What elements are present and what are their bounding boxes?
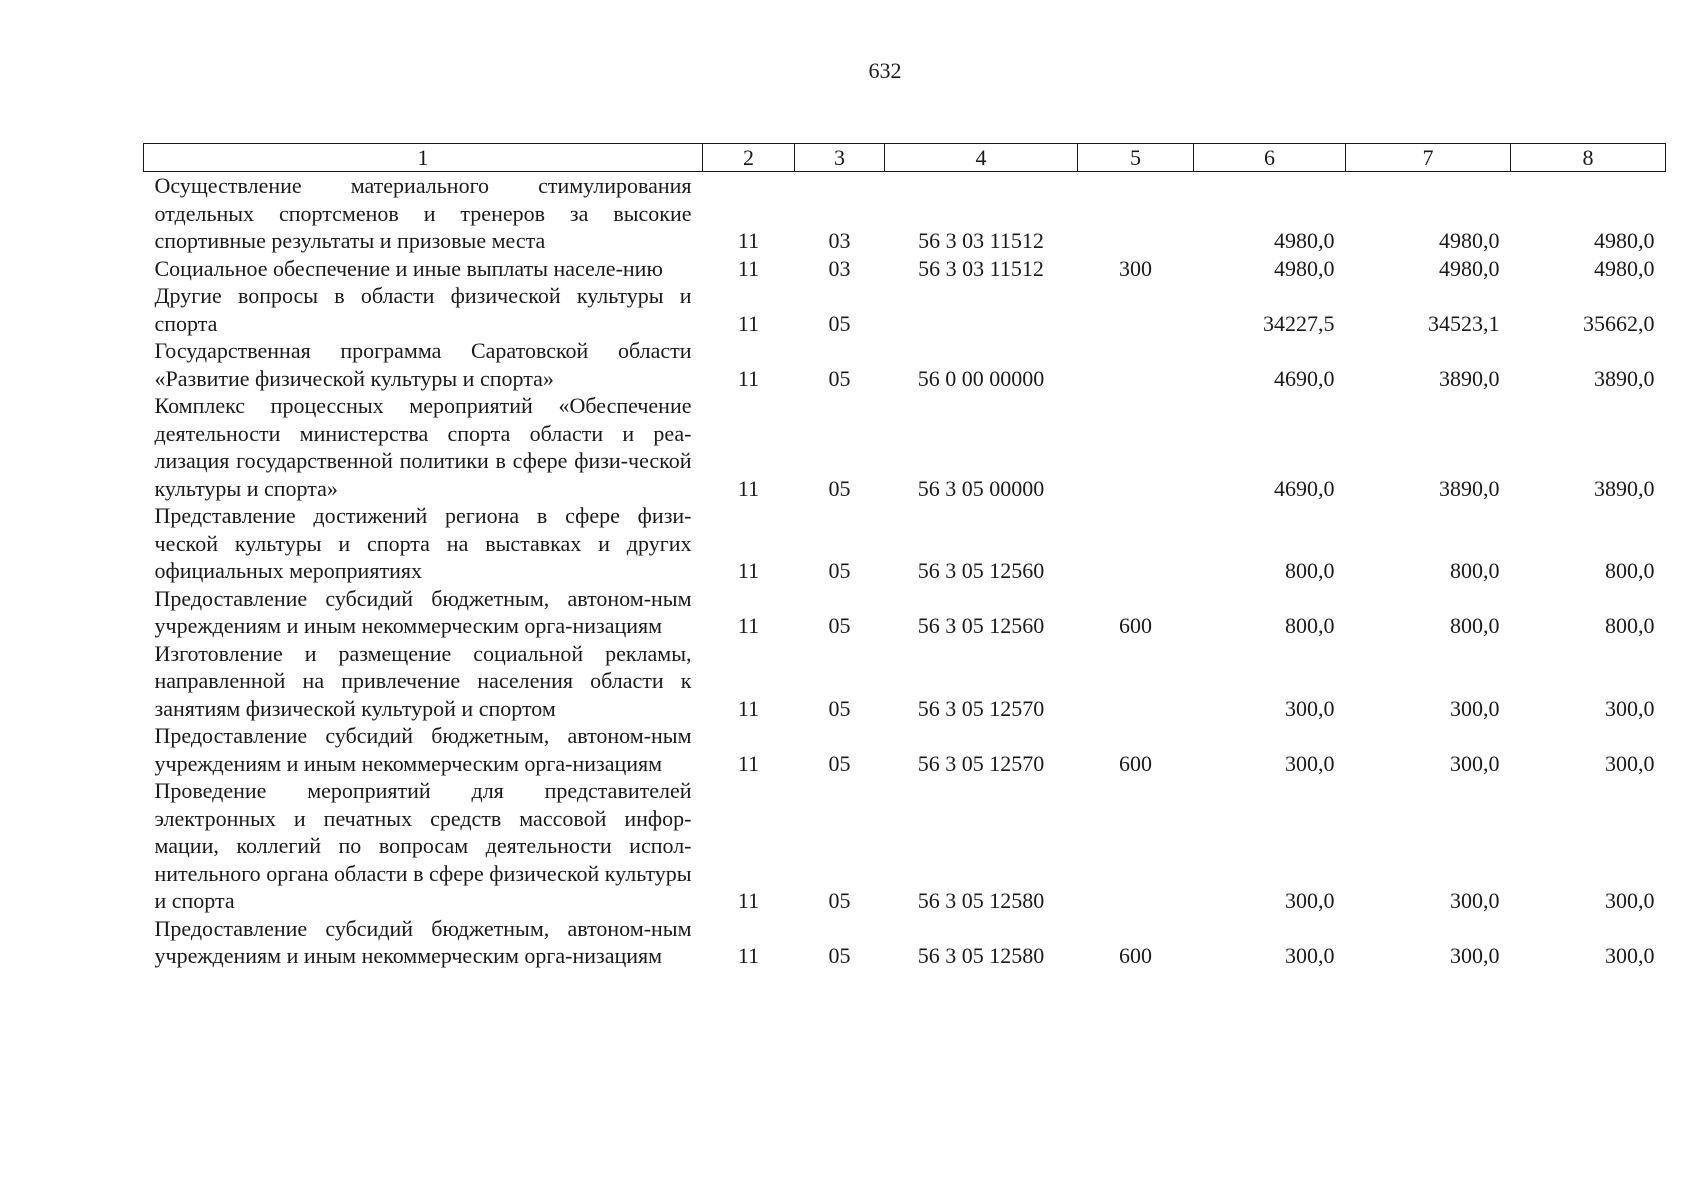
column-header-5: 5 [1078, 144, 1194, 172]
row-subsection: 05 [828, 695, 851, 721]
row-value-year-3: 300,0 [1605, 888, 1655, 913]
row-value-year-3: 300,0 [1605, 750, 1655, 776]
row-target-article: 56 0 00 00000 [917, 365, 1045, 391]
row-value-year-2: 800,0 [1450, 613, 1500, 638]
row-section: 11 [737, 558, 760, 583]
row-name: Государственная программа Саратовской области «Развитие физической культуры и спорта» [154, 338, 692, 391]
row-value-year-3: 800,0 [1605, 558, 1655, 583]
row-subsection: 05 [828, 365, 851, 391]
table-row [144, 502, 1666, 585]
row-value-year-2: 300,0 [1450, 888, 1500, 913]
table-row [144, 777, 1666, 915]
row-value-year-2: 300,0 [1450, 750, 1500, 776]
row-name: Проведение мероприятий для представителей электронных и печатных средств массовой инфор-мации, коллегий по вопросам деятельности испол-нительного органа области в сфере физической культуры и спорта [154, 778, 692, 913]
row-target-article: 56 3 03 11512 [918, 255, 1044, 281]
row-value-year-1: 300,0 [1285, 695, 1335, 721]
column-header-2: 2 [703, 144, 795, 172]
row-target-article: 56 3 05 12580 [917, 943, 1045, 968]
row-value-year-3: 800,0 [1605, 613, 1655, 638]
row-value-year-2: 3890,0 [1439, 475, 1500, 501]
column-header-3: 3 [795, 144, 885, 172]
row-name: Комплекс процессных мероприятий «Обеспечение деятельности министерства спорта области и реа-лизация государственной политики в сфере физи-ческой культуры и спорта» [154, 393, 692, 501]
row-name: Предоставление субсидий бюджетным, автоном-ным учреждениям и иным некоммерческим орга-низациям [154, 723, 692, 776]
column-header-6: 6 [1194, 144, 1346, 172]
page-number: 632 [868, 58, 902, 83]
row-value-year-2: 300,0 [1450, 943, 1500, 968]
row-expense-type [1078, 640, 1194, 723]
row-subsection: 05 [828, 558, 851, 583]
row-name: Осуществление материального стимулирования отдельных спортсменов и тренеров за высокие спортивные результаты и призовые места [154, 173, 692, 253]
row-value-year-3: 35662,0 [1583, 310, 1655, 336]
row-subsection: 03 [828, 228, 851, 253]
row-value-year-3: 300,0 [1605, 695, 1655, 721]
row-name: Представление достижений региона в сфере физи-ческой культуры и спорта на выставках и других официальных мероприятиях [154, 503, 692, 583]
row-section: 11 [737, 228, 760, 253]
row-target-article [885, 282, 1078, 337]
row-section: 11 [737, 695, 760, 721]
column-header-7: 7 [1346, 144, 1511, 172]
row-name: Другие вопросы в области физической культуры и спорта [154, 283, 692, 336]
row-expense-type: 300 [1119, 255, 1152, 281]
table-row [144, 585, 1666, 640]
column-header-1: 1 [144, 144, 703, 172]
row-expense-type [1078, 172, 1194, 255]
row-subsection: 03 [828, 255, 851, 281]
table-row [144, 915, 1666, 970]
row-subsection: 05 [828, 888, 851, 913]
table-row [144, 392, 1666, 502]
row-value-year-1: 4690,0 [1274, 365, 1335, 391]
row-value-year-1: 300,0 [1285, 943, 1335, 968]
row-subsection: 05 [828, 310, 851, 336]
row-section: 11 [737, 255, 760, 281]
column-header-8: 8 [1511, 144, 1666, 172]
row-section: 11 [737, 475, 760, 501]
row-expense-type [1078, 502, 1194, 585]
row-target-article: 56 3 05 12560 [917, 613, 1045, 638]
row-value-year-1: 800,0 [1285, 558, 1335, 583]
table-row [144, 337, 1666, 392]
row-value-year-3: 3890,0 [1594, 475, 1655, 501]
header-row [144, 144, 1666, 172]
table-body [144, 172, 1666, 970]
table-row [144, 640, 1666, 723]
table-row [144, 172, 1666, 255]
row-section: 11 [737, 365, 760, 391]
row-value-year-1: 4980,0 [1274, 228, 1335, 253]
row-value-year-3: 4980,0 [1594, 255, 1655, 281]
row-section: 11 [737, 943, 760, 968]
row-subsection: 05 [828, 475, 851, 501]
row-value-year-2: 3890,0 [1439, 365, 1500, 391]
row-name: Социальное обеспечение и иные выплаты населе-нию [154, 255, 663, 281]
table-header [144, 144, 1666, 172]
row-name: Предоставление субсидий бюджетным, автоном-ным учреждениям и иным некоммерческим орга-низациям [154, 915, 692, 968]
row-target-article: 56 3 03 11512 [918, 228, 1044, 253]
row-section: 11 [737, 750, 760, 776]
row-name: Изготовление и размещение социальной рекламы, направленной на привлечение населения области к занятиям физической культурой и спортом [154, 640, 692, 721]
table-row [144, 722, 1666, 777]
row-section: 11 [737, 888, 760, 913]
row-value-year-2: 34523,1 [1428, 310, 1500, 336]
row-value-year-2: 4980,0 [1439, 228, 1500, 253]
row-subsection: 05 [828, 613, 851, 638]
row-expense-type [1078, 392, 1194, 502]
row-value-year-3: 4980,0 [1594, 228, 1655, 253]
row-expense-type: 600 [1119, 943, 1152, 968]
budget-table-container [143, 143, 1665, 970]
row-expense-type: 600 [1119, 750, 1152, 776]
row-expense-type [1078, 337, 1194, 392]
row-section: 11 [737, 613, 760, 638]
row-target-article: 56 3 05 00000 [917, 475, 1045, 501]
row-expense-type: 600 [1119, 613, 1152, 638]
table-row [144, 255, 1666, 283]
budget-table [143, 143, 1666, 970]
row-subsection: 05 [828, 943, 851, 968]
row-name: Предоставление субсидий бюджетным, автоном-ным учреждениям и иным некоммерческим орга-низациям [154, 585, 692, 638]
row-value-year-3: 300,0 [1605, 943, 1655, 968]
row-target-article: 56 3 05 12570 [917, 750, 1045, 776]
row-target-article: 56 3 05 12580 [917, 888, 1045, 913]
row-section: 11 [737, 310, 760, 336]
row-value-year-2: 800,0 [1450, 558, 1500, 583]
row-value-year-2: 300,0 [1450, 695, 1500, 721]
table-row [144, 282, 1666, 337]
row-expense-type [1078, 282, 1194, 337]
row-value-year-3: 3890,0 [1594, 365, 1655, 391]
row-value-year-1: 300,0 [1285, 888, 1335, 913]
row-subsection: 05 [828, 750, 851, 776]
row-value-year-1: 4690,0 [1274, 475, 1335, 501]
row-value-year-2: 4980,0 [1439, 255, 1500, 281]
row-value-year-1: 34227,5 [1263, 310, 1335, 336]
row-value-year-1: 300,0 [1285, 750, 1335, 776]
row-target-article: 56 3 05 12570 [917, 695, 1045, 721]
row-value-year-1: 4980,0 [1274, 255, 1335, 281]
column-header-4: 4 [885, 144, 1078, 172]
row-value-year-1: 800,0 [1285, 613, 1335, 638]
row-expense-type [1078, 777, 1194, 915]
row-target-article: 56 3 05 12560 [917, 558, 1045, 583]
